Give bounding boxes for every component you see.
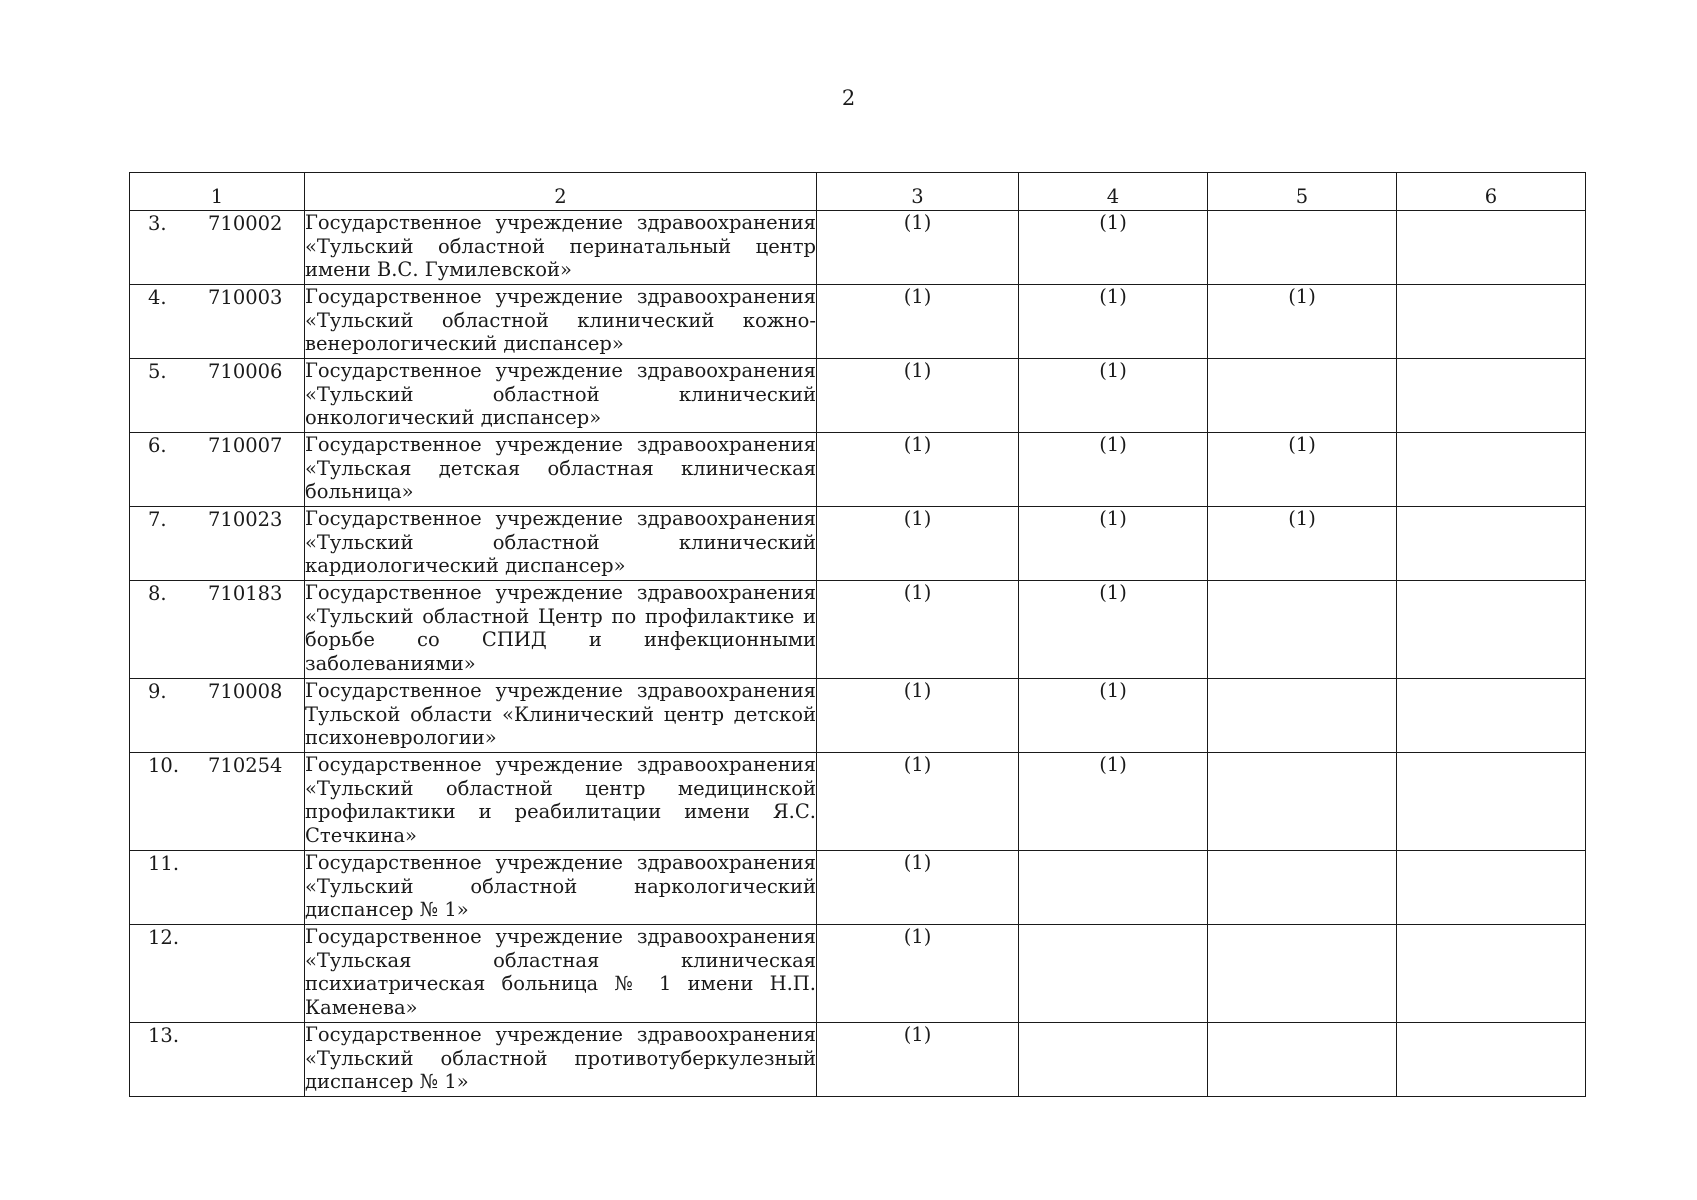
cell-col-3: (1) (817, 507, 1019, 581)
cell-col-3: (1) (817, 433, 1019, 507)
cell-col-4 (1019, 925, 1208, 1023)
cell-col-3: (1) (817, 581, 1019, 679)
institution-name: Государственное учреждение здравоохранения «Тульский областной перинатальный центр имени В.С. Гумилевской» (305, 211, 817, 285)
row-number: 6. (148, 434, 167, 457)
cell-col-6 (1397, 433, 1586, 507)
institution-name: Государственное учреждение здравоохранения «Тульский областной Центр по профилактике и борьбе со СПИД и инфекционными заболеваниями» (305, 581, 817, 679)
row-number: 7. (148, 508, 167, 531)
cell-col-6 (1397, 753, 1586, 851)
table-row (130, 925, 1586, 1023)
row-code: 710183 (208, 582, 283, 605)
row-number: 5. (148, 360, 167, 383)
row-code: 710254 (208, 754, 283, 777)
table-header-row (130, 173, 1586, 211)
table-row (130, 285, 1586, 359)
institution-name: Государственное учреждение здравоохранения «Тульский областной противотуберкулезный диспансер № 1» (305, 1023, 817, 1097)
cell-col-3: (1) (817, 211, 1019, 285)
institution-name: Государственное учреждение здравоохранения «Тульская детская областная клиническая больница» (305, 433, 817, 507)
cell-col-5: (1) (1208, 507, 1397, 581)
cell-col-6 (1397, 679, 1586, 753)
cell-col-4: (1) (1019, 211, 1208, 285)
row-code: 710003 (208, 286, 283, 309)
cell-col-3: (1) (817, 1023, 1019, 1097)
table-row (130, 1023, 1586, 1097)
row-number: 13. (148, 1024, 180, 1047)
cell-col-6 (1397, 211, 1586, 285)
institution-name: Государственное учреждение здравоохранения «Тульский областной клинический онкологический диспансер» (305, 359, 817, 433)
institution-name: Государственное учреждение здравоохранения «Тульский областной клинический кожно-венерологический диспансер» (305, 285, 817, 359)
cell-col-3: (1) (817, 851, 1019, 925)
row-number: 4. (148, 286, 167, 309)
cell-col-4: (1) (1019, 507, 1208, 581)
institution-name: Государственное учреждение здравоохранения Тульской области «Клинический центр детской психоневрологии» (305, 679, 817, 753)
cell-col-4: (1) (1019, 679, 1208, 753)
cell-col-5: (1) (1208, 433, 1397, 507)
cell-col-3: (1) (817, 359, 1019, 433)
institution-name: Государственное учреждение здравоохранения «Тульская областная клиническая психиатрическая больница № 1 имени Н.П. Каменева» (305, 925, 817, 1023)
table-row (130, 753, 1586, 851)
column-header: 6 (1397, 173, 1586, 211)
cell-col-6 (1397, 285, 1586, 359)
row-id-cell (130, 433, 305, 507)
cell-col-4 (1019, 851, 1208, 925)
institution-name: Государственное учреждение здравоохранения «Тульский областной клинический кардиологический диспансер» (305, 507, 817, 581)
cell-col-5 (1208, 753, 1397, 851)
cell-col-5 (1208, 211, 1397, 285)
cell-col-4: (1) (1019, 581, 1208, 679)
column-header: 3 (817, 173, 1019, 211)
institution-name: Государственное учреждение здравоохранения «Тульский областной наркологический диспансер № 1» (305, 851, 817, 925)
cell-col-5 (1208, 679, 1397, 753)
table-row (130, 359, 1586, 433)
cell-col-5 (1208, 581, 1397, 679)
column-header: 1 (130, 173, 305, 211)
cell-col-4: (1) (1019, 285, 1208, 359)
row-id-cell (130, 851, 305, 925)
row-id-cell (130, 359, 305, 433)
table-row (130, 851, 1586, 925)
cell-col-6 (1397, 507, 1586, 581)
row-code: 710002 (208, 212, 283, 235)
table-row (130, 581, 1586, 679)
row-number: 8. (148, 582, 167, 605)
row-id-cell (130, 753, 305, 851)
cell-col-5 (1208, 359, 1397, 433)
cell-col-5 (1208, 925, 1397, 1023)
row-number: 11. (148, 852, 180, 875)
cell-col-4: (1) (1019, 753, 1208, 851)
row-id-cell (130, 679, 305, 753)
cell-col-3: (1) (817, 679, 1019, 753)
row-number: 12. (148, 926, 180, 949)
cell-col-6 (1397, 925, 1586, 1023)
column-header: 4 (1019, 173, 1208, 211)
cell-col-6 (1397, 851, 1586, 925)
row-id-cell (130, 925, 305, 1023)
row-number: 9. (148, 680, 167, 703)
column-header: 2 (305, 173, 817, 211)
row-code: 710023 (208, 508, 283, 531)
column-header: 5 (1208, 173, 1397, 211)
table-row (130, 433, 1586, 507)
row-id-cell (130, 1023, 305, 1097)
cell-col-5 (1208, 851, 1397, 925)
row-id-cell (130, 581, 305, 679)
table-row (130, 507, 1586, 581)
row-id-cell (130, 507, 305, 581)
cell-col-3: (1) (817, 753, 1019, 851)
cell-col-4: (1) (1019, 433, 1208, 507)
cell-col-6 (1397, 581, 1586, 679)
institutions-table (129, 172, 1586, 1097)
cell-col-6 (1397, 359, 1586, 433)
cell-col-3: (1) (817, 285, 1019, 359)
row-id-cell (130, 285, 305, 359)
row-number: 10. (148, 754, 180, 777)
cell-col-5 (1208, 1023, 1397, 1097)
row-code: 710007 (208, 434, 283, 457)
table-row (130, 679, 1586, 753)
row-code: 710008 (208, 680, 283, 703)
cell-col-3: (1) (817, 925, 1019, 1023)
row-id-cell (130, 211, 305, 285)
page-number: 2 (841, 86, 856, 110)
institution-name: Государственное учреждение здравоохранения «Тульский областной центр медицинской профилактики и реабилитации имени Я.С. Стечкина» (305, 753, 817, 851)
cell-col-6 (1397, 1023, 1586, 1097)
cell-col-4: (1) (1019, 359, 1208, 433)
cell-col-4 (1019, 1023, 1208, 1097)
cell-col-5: (1) (1208, 285, 1397, 359)
row-code: 710006 (208, 360, 283, 383)
row-number: 3. (148, 212, 167, 235)
table-row (130, 211, 1586, 285)
